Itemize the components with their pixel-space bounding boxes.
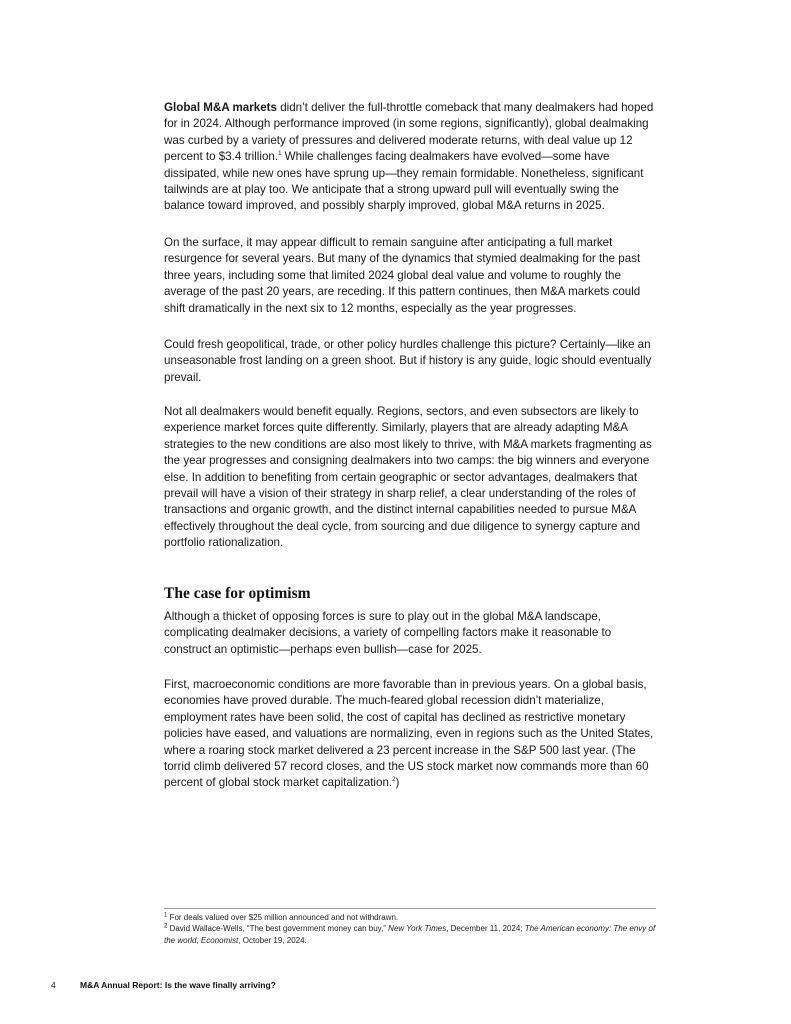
intro-text-a: didn’t deliver the full-throttle comeback that many dealmakers had hoped for in 2024. Although performance improved (in some regions, significantly), global dealmaking was curbed by a variety of pressures and delivered moderate returns, with deal value up 12 percent to $3.4 trillion. [164, 101, 654, 164]
section-p2-text: First, macroeconomic conditions are more favorable than in previous years. On a global basis, economies have proved durable. The much-feared global recession didn’t materialize, employment rates have been solid, the cost of capital has declined as restrictive monetary policies have eased, and valuations are normalizing, even in regions such as the United States, where a roaring stock market delivered a 23 percent increase in the S&P 500 last year. (The torrid climb delivered 57 record closes, and the US stock market now commands more than 60 percent of global stock market capitalization. [164, 678, 654, 790]
footnote-2-number: 2 [164, 923, 168, 930]
footnote-1 [164, 912, 660, 924]
section-paragraph-1: Although a thicket of opposing forces is sure to play out in the global M&A landscape, complicating dealmaker decisions, a variety of compelling factors make it reasonable to construct an optimistic—perhaps even bullish—case for 2025. [164, 610, 612, 656]
footnote-1-number: 1 [164, 912, 168, 919]
footnote-1-text: For deals valued over $25 million announced and not withdrawn. [167, 913, 399, 922]
paragraph-3: Could fresh geopolitical, trade, or other policy hurdles challenge this picture? Certainly—like an unseasonable frost landing on a green shoot. But if history is any guide, logic should eventually prevail. [164, 338, 652, 384]
section-heading: The case for optimism [164, 585, 311, 602]
footnote-ref-2[interactable]: 2 [392, 777, 396, 784]
footnote-2-text-c: , December 11, 2024; [446, 924, 525, 933]
section-paragraph-2 [164, 677, 660, 792]
footnote-2-text-g: , October 19, 2024. [238, 935, 307, 945]
footnote-2-source-economist: Economist [200, 935, 239, 945]
footnote-ref-1[interactable]: 1 [278, 151, 282, 158]
page-number: 4 [51, 980, 56, 990]
paragraph-2: On the surface, it may appear difficult to remain sanguine after anticipating a full market resurgence for several years. But many of the dynamics that stymied dealmaking for the past three years, including some that limited 2024 global deal value and volume to roughly the average of the past 20 years, are receding. If this pattern continues, then M&A markets could shift dramatically in the next six to 12 months, especially as the year progresses. [164, 236, 641, 315]
footnote-2-source-nyt: New York Times [388, 924, 447, 933]
intro-paragraph [164, 100, 660, 215]
footnote-2 [164, 923, 660, 946]
footnote-2-text-e: , [196, 935, 201, 945]
section-p2-end: ) [395, 776, 400, 790]
footnote-2-text-a: David Wallace-Wells, “The best government money can buy,” [167, 924, 389, 933]
footnote-divider [164, 908, 656, 909]
intro-lead: Global M&A markets [164, 101, 277, 114]
footnote-2-article-title: The American economy: The envy of the world [164, 924, 656, 945]
running-title: M&A Annual Report: Is the wave finally arriving? [80, 980, 276, 990]
intro-text-b: While challenges facing dealmakers have evolved—some have dissipated, while new ones have sprung up—they remain formidable. Nonetheless, significant tailwinds are at play too. We anticipate that a strong upward pull will eventually swing the balance toward improved, and possibly sharply improved, global M&A returns in 2025. [164, 150, 644, 213]
paragraph-4: Not all dealmakers would benefit equally. Regions, sectors, and even subsectors are likely to experience market forces quite differently. Similarly, players that are already adapting M&A strategies to the new conditions are also most likely to thrive, with M&A markets fragmenting as the year progresses and consigning dealmakers into two camps: the big winners and everyone else. In addition to benefiting from certain geographic or sector advantages, dealmakers that prevail will have a vision of their strategy in sharp relief, a clear understanding of the roles of transactions and organic growth, and the distinct internal capabilities needed to pursue M&A effectively throughout the deal cycle, from sourcing and due diligence to synergy capture and portfolio rationalization. [164, 405, 652, 550]
